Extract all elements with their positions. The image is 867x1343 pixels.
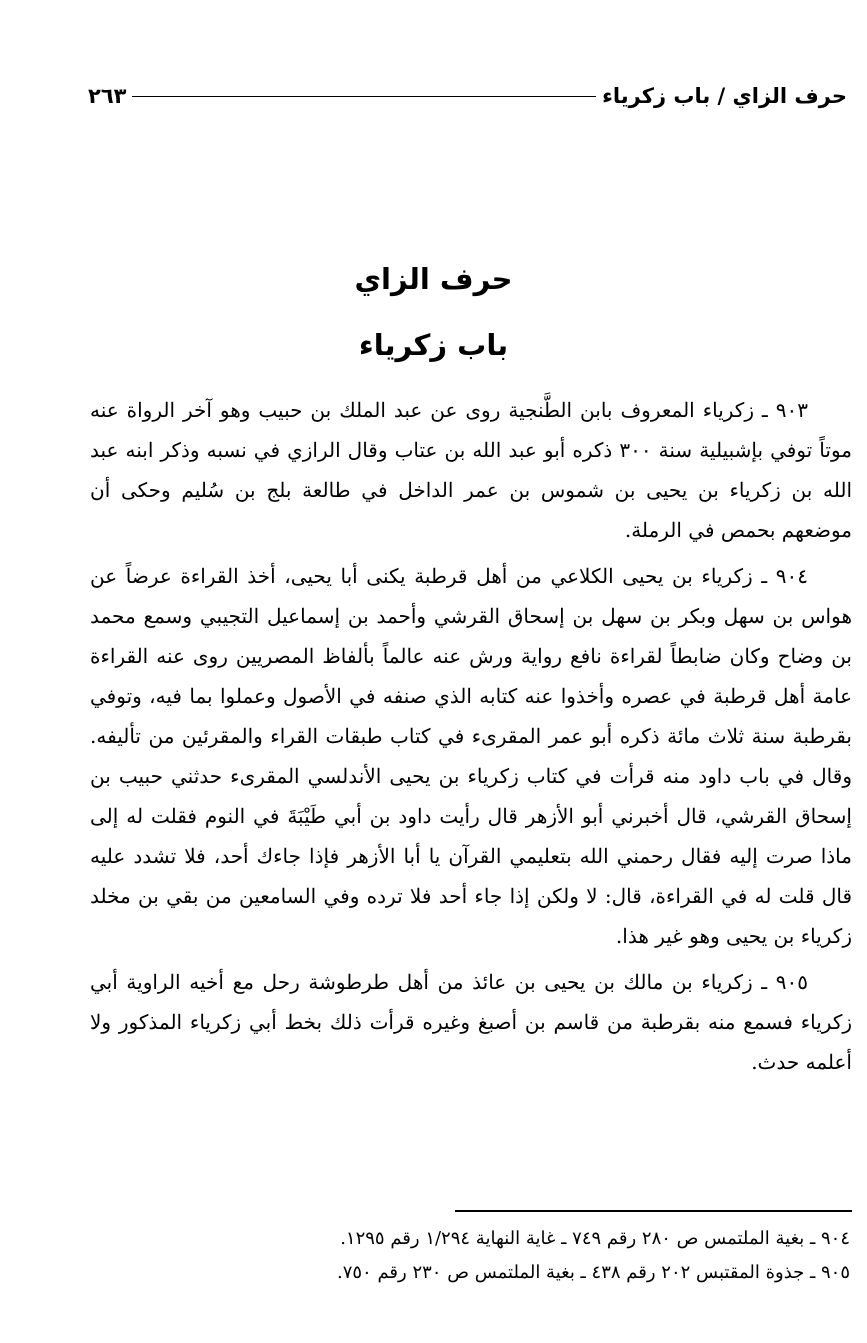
footnotes <box>100 1222 850 1290</box>
header-rule <box>132 96 596 97</box>
entry-904: ٩٠٤ ـ زكرياء بن يحيى الكلاعي من أهل قرطبة يكنى أبا يحيى، أخذ القراءة عرضاً عن هواس بن سهل وبكر بن سهل بن إسحاق القرشي وأحمد بن إسماعيل التجيبي وسمع محمد بن وضاح وكان ضابطاً لقراءة نافع رواية ورش عنه عالماً بألفاظ المصريين روى عنه القراءة عامة أهل قرطبة في عصره وأخذوا عنه كتابه الذي صنفه في الأصول وعملوا بما فيه، وتوفي بقرطبة سنة ثلاث مائة ذكره أبو عمر المقرىء في كتاب طبقات القراء والمقرئين من تأليفه. وقال في باب داود منه قرأت في كتاب زكرياء بن يحيى الأندلسي المقرىء حدثني حبيب بن إسحاق القرشي، قال أخبرني أبو الأزهر قال رأيت داود بن أبي طَيْبَةَ في النوم فقلت له إلى ماذا صرت إليه فقال رحمني الله بتعليمي القرآن يا أبا الأزهر فإذا جاءك أحد، فلا تشدد عليه قال قلت له في القراءة، قال: لا ولكن إذا جاء أحد فلا ترده وفي السامعين من بقي بن مخلد زكرياء بن يحيى وهو غير هذا. <box>90 564 852 948</box>
footnote-904: ٩٠٤ ـ بغية الملتمس ص ٢٨٠ رقم ٧٤٩ ـ غاية النهاية ١/٢٩٤ رقم ١٢٩٥. <box>340 1228 850 1249</box>
main-text <box>90 390 852 1088</box>
footnote-divider <box>455 1210 852 1212</box>
entry-905: ٩٠٥ ـ زكرياء بن مالك بن يحيى بن عائذ من أهل طرطوشة رحل مع أخيه الراوية أبي زكرياء فسمع منه بقرطبة من قاسم بن أصبغ وغيره قرأت ذلك بخط أبي زكرياء المذكور ولا أعلمه حدث. <box>90 970 852 1074</box>
header-chapter-title: حرف الزاي / باب زكرياء <box>602 84 847 108</box>
page-number: ٢٦٣ <box>88 84 127 108</box>
chapter-title: حرف الزاي <box>354 262 513 296</box>
section-title: باب زكرياء <box>358 328 509 362</box>
footnote-905: ٩٠٥ ـ جذوة المقتبس ٢٠٢ رقم ٤٣٨ ـ بغية الملتمس ص ٢٣٠ رقم ٧٥٠. <box>336 1262 850 1283</box>
running-header <box>88 80 847 112</box>
entry-903: ٩٠٣ ـ زكرياء المعروف بابن الطَّنجية روى عن عبد الملك بن حبيب وهو آخر الرواة عنه موتاً توفي بإشبيلية سنة ٣٠٠ ذكره أبو عبد الله بن عتاب وقال الرازي في نسبه وذكر ابنه عبد الله بن زكرياء بن يحيى بن شموس بن عمر الداخل في طالعة بلج بن سُليم وحكى أن موضعهم بحمص في الرملة. <box>90 398 852 542</box>
